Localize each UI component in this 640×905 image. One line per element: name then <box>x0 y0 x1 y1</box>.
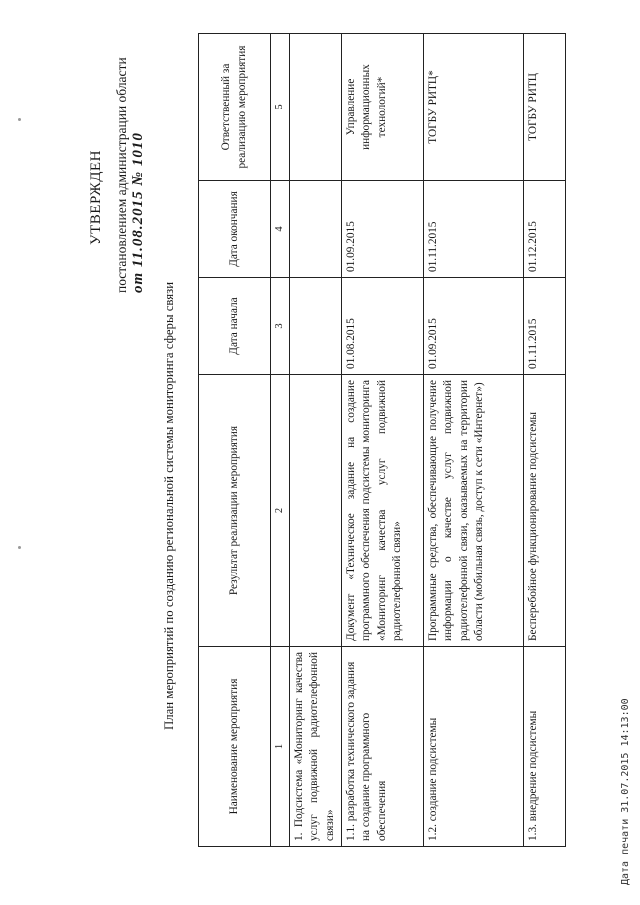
table-row <box>342 34 424 847</box>
row-responsible: ТОГБУ РИТЦ <box>524 34 566 181</box>
row-name: 1. Подсистема «Мониторинг качества услуг подвижной радиотелефонной связи» <box>290 647 342 847</box>
column-header-end: Дата окончания <box>199 181 271 278</box>
column-header-start: Дата начала <box>199 278 271 375</box>
row-end: 01.12.2015 <box>524 181 566 278</box>
table-row <box>524 34 566 847</box>
row-end: 01.11.2015 <box>424 181 524 278</box>
scan-dot-mark <box>18 546 21 549</box>
column-number: 4 <box>271 181 290 278</box>
table-row <box>290 34 342 847</box>
table-header-row <box>199 34 271 847</box>
scan-dot-mark <box>18 118 21 121</box>
row-name: 1.2. создание подсистемы <box>424 647 524 847</box>
table-row <box>424 34 524 847</box>
column-number: 2 <box>271 375 290 647</box>
approval-signature: от 11.08.2015 № 1010 <box>130 132 146 293</box>
row-start: 01.11.2015 <box>524 278 566 375</box>
column-number: 5 <box>271 34 290 181</box>
column-number-row <box>271 34 290 847</box>
print-date: Дата печати 31.07.2015 14:13:00 <box>620 698 631 885</box>
row-responsible <box>290 34 342 181</box>
row-start <box>290 278 342 375</box>
row-responsible: ТОГБУ РИТЦ* <box>424 34 524 181</box>
row-start: 01.09.2015 <box>424 278 524 375</box>
row-name: 1.3. внедрение подсистемы <box>524 647 566 847</box>
row-responsible: Управление информационных технологий* <box>342 34 424 181</box>
row-end: 01.09.2015 <box>342 181 424 278</box>
plan-table <box>198 33 566 847</box>
row-result: Документ «Техническое задание на создание программного обеспечения подсистемы мониторинга «Мониторинг качества услуг подвижной радиотелефонной связи» <box>342 375 424 647</box>
row-result <box>290 375 342 647</box>
column-header-responsible: Ответственный за реализацию мероприятия <box>199 34 271 181</box>
row-name: 1.1. разработка технического задания на создание программного обеспечения <box>342 647 424 847</box>
row-result: Бесперебойное функционирование подсистемы <box>524 375 566 647</box>
approval-decree: постановлением администрации области <box>114 57 129 293</box>
row-end <box>290 181 342 278</box>
row-result: Программные средства, обеспечивающие получение информации о качестве услуг подвижной радиотелефонной связи, оказываемых на территории области (мобильная связь, доступ к сети «Интернет») <box>424 375 524 647</box>
row-start: 01.08.2015 <box>342 278 424 375</box>
column-header-name: Наименование мероприятия <box>199 647 271 847</box>
column-number: 3 <box>271 278 290 375</box>
column-number: 1 <box>271 647 290 847</box>
approval-title: УТВЕРЖДЕН <box>88 150 104 245</box>
plan-title: План мероприятий по созданию региональной системы мониторинга сферы связи <box>162 281 176 730</box>
column-header-result: Результат реализации мероприятия <box>199 375 271 647</box>
